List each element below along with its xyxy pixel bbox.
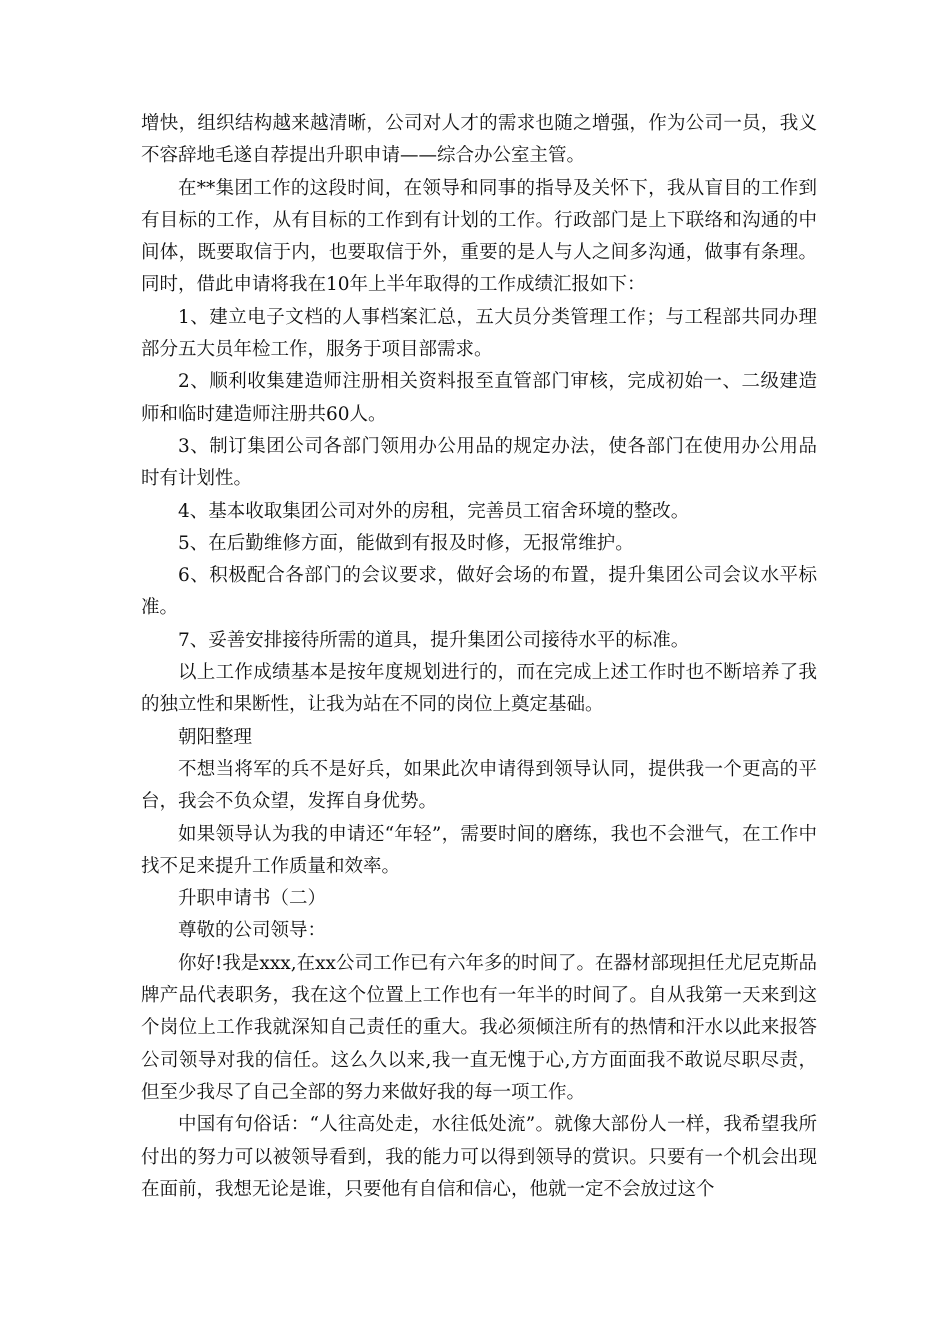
paragraph-item-5: 5、在后勤维修方面，能做到有报及时修，无报常维护。 [178,532,634,554]
paragraph-fallback: 如果领导认为我的申请还“年轻”，需要时间的磨练，我也不会泄气，在工作中找不足来提升工作质量和效率。 [141,823,817,877]
paragraph-item-3: 3、制订集团公司各部门领用办公用品的规定办法，使各部门在使用办公用品时有计划性。 [141,435,817,490]
paragraph-editor-note: 朝阳整理 [178,726,253,748]
paragraph-item-2: 2、顺利收集建造师注册相关资料报至直管部门审核，完成初始一、二级建造师和临时建造师注册共60人。 [141,371,817,425]
paragraph-ambition: 不想当将军的兵不是好兵，如果此次申请得到领导认同，提供我一个更高的平台，我会不负众望，发挥自身优势。 [141,758,817,813]
paragraph-item-7: 7、妥善安排接待所需的道具，提升集团公司接待水平的标准。 [178,629,690,651]
paragraph-self-intro: 你好!我是xxx,在xx公司工作已有六年多的时间了。在器材部现担任尤尼克斯品牌产品代表职务，我在这个位置上工作也有一年半的时间了。自从我第一天来到这个岗位上工作我就深知自己责任的重大。我必须倾注所有的热情和汗水以此来报答公司领导对我的信任。这么久以来,我一直无愧于心,方方面面我不敢说尽职尽责，但至少我尽了自己全部的努力来做好我的每一项工作。 [141,952,817,1103]
paragraph-intro: 增快，组织结构越来越清晰，公司对人才的需求也随之增强，作为公司一员，我义不容辞地毛遂自荐提出升职申请——综合办公室主管。 [141,113,817,167]
paragraph-proverb: 中国有句俗话：“人往高处走，水往低处流”。就像大部份人一样，我希望我所付出的努力可以被领导看到，我的能力可以得到领导的赏识。只要有一个机会出现在面前，我想无论是谁，只要他有自信和信心，他就一定不会放过这个 [141,1114,817,1200]
section-heading: 升职申请书（二） [178,888,327,910]
paragraph-conclusion: 以上工作成绩基本是按年度规划进行的，而在完成上述工作时也不断培养了我的独立性和果断性，让我为站在不同的岗位上奠定基础。 [141,662,817,716]
paragraph-item-1: 1、建立电子文档的人事档案汇总，五大员分类管理工作；与工程部共同办理部分五大员年检工作，服务于项目部需求。 [141,306,817,361]
salutation: 尊敬的公司领导： [178,920,327,942]
paragraph-item-4: 4、基本收取集团公司对外的房租，完善员工宿舍环境的整改。 [178,500,690,522]
document-page [141,108,817,1206]
paragraph-work-summary: 在**集团工作的这段时间，在领导和同事的指导及关怀下，我从盲目的工作到有目标的工作，从有目标的工作到有计划的工作。行政部门是上下联络和沟通的中间体，既要取信于内，也要取信于外，重要的是人与人之间多沟通，做事有条理。同时，借此申请将我在10年上半年取得的工作成绩汇报如下： [141,177,817,296]
paragraph-item-6: 6、积极配合各部门的会议要求，做好会场的布置，提升集团公司会议水平标准。 [141,565,817,619]
